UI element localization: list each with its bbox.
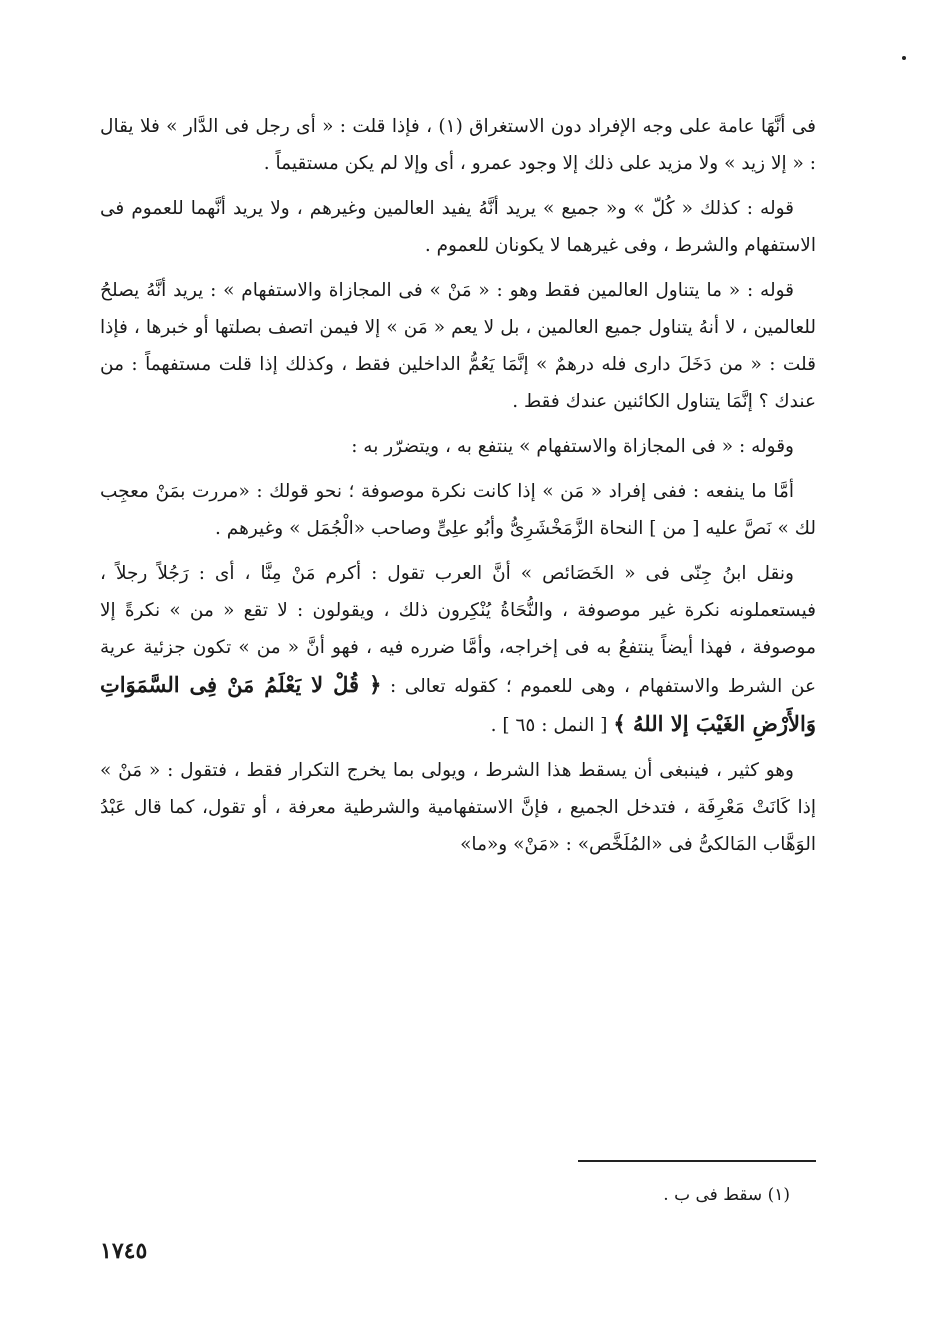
footnote: (١) سقط فى ب .	[663, 1185, 790, 1205]
paragraph-3: قوله : « ما يتناول العالمين فقط وهو : « مَنْ » فى المجازاة والاستفهام » : يريد أنَّهُ يصلحُ للعالمين ، لا أنهُ يتناول جميع العالمين ، بل لا يعم « مَن » إلا فيمن اتصف بصلتها أو خبرها ، فإذا قلت : « من دَخَلَ دارى فله درهمٌ » إنَّمَا يَعُمُّ الداخلين فقط ، وكذلك إذا قلت مستفهماً : من عندك ؟ إنَّمَا يتناول الكائنين عندك فقط .	[100, 280, 816, 412]
paragraph-1: فى أنَّهَا عامة على وجه الإفراد دون الاستغراق (١) ، فإذا قلت : « أى رجل فى الدَّار » فلا يقال : « إلا زيد » ولا مزيد على ذلك إلا وجود عمرو ، أى وإلا لم يكن مستقيماً .	[100, 116, 816, 174]
footnote-separator	[578, 1160, 816, 1162]
main-text-block	[100, 108, 816, 871]
paragraph-5: أمَّا ما ينفعه : ففى إفراد « مَن » إذا كانت نكرة موصوفة ؛ نحو قولك : «مررت بمَنْ معجِب لك » نَصَّ عليه [ من ] النحاة الزَّمَخْشَرِىُّ وأبُو علِىٍّ وصاحب «الْجُمَل » وغيرهم .	[100, 481, 816, 539]
paragraph-2: قوله : كذلك « كُلّ » و« جميع » يريد أنَّهُ يفيد العالمين وغيرهم ، ولا يريد أنَّهما للعموم فى الاستفهام والشرط ، وفى غيرهما لا يكونان للعموم .	[100, 198, 816, 256]
page-number: ١٧٤٥	[100, 1238, 148, 1264]
paragraph-6-text: ونقل ابنُ جِنّى فى « الخَصَائص » أنَّ العرب تقول : أكرم مَنْ مِنَّا ، أى : رَجُلاً رجلاً ، فيستعملونه نكرة غير موصوفة ، والنُّحَاةُ يُنْكِرون ذلك ، ويقولون : لا تقع « من » نكرةً إلا موصوفة ، فهذا أيضاً ينتفعُ به فى إخراجه، وأمَّا ضرره فيه ، فهو أنَّ « من » تكون جزئية عرية عن الشرط والاستفهام ، وهى للعموم ؛ كقوله تعالى :	[100, 563, 816, 697]
paragraph-6	[100, 555, 816, 744]
corner-dot-mark	[902, 56, 906, 60]
paragraph-4: وقوله : « فى المجازاة والاستفهام » ينتفع به ، ويتضرّر به :	[351, 436, 794, 457]
paragraph-7: وهو كثير ، فينبغى أن يسقط هذا الشرط ، ويولى بما يخرج التكرار فقط ، فتقول : « مَنْ » إذا كَانَتْ مَعْرِفَة ، فتدخل الجميع ، فإنَّ الاستفهامية والشرطية معرفة ، أو تقول، كما قال عَبْدُ الوَهَّاب المَالكىُّ فى «المُلَخَّص» : «مَنْ» و«ما»	[100, 760, 816, 855]
quran-verse: ﴿ قُلْ لا يَعْلَمُ مَنْ فِى السَّمَوَاتِ وَالأَرْضِ الغَيْبَ إلا اللهُ ﴾	[100, 672, 816, 736]
quran-citation: [ النمل : ٦٥ ] .	[490, 715, 608, 736]
